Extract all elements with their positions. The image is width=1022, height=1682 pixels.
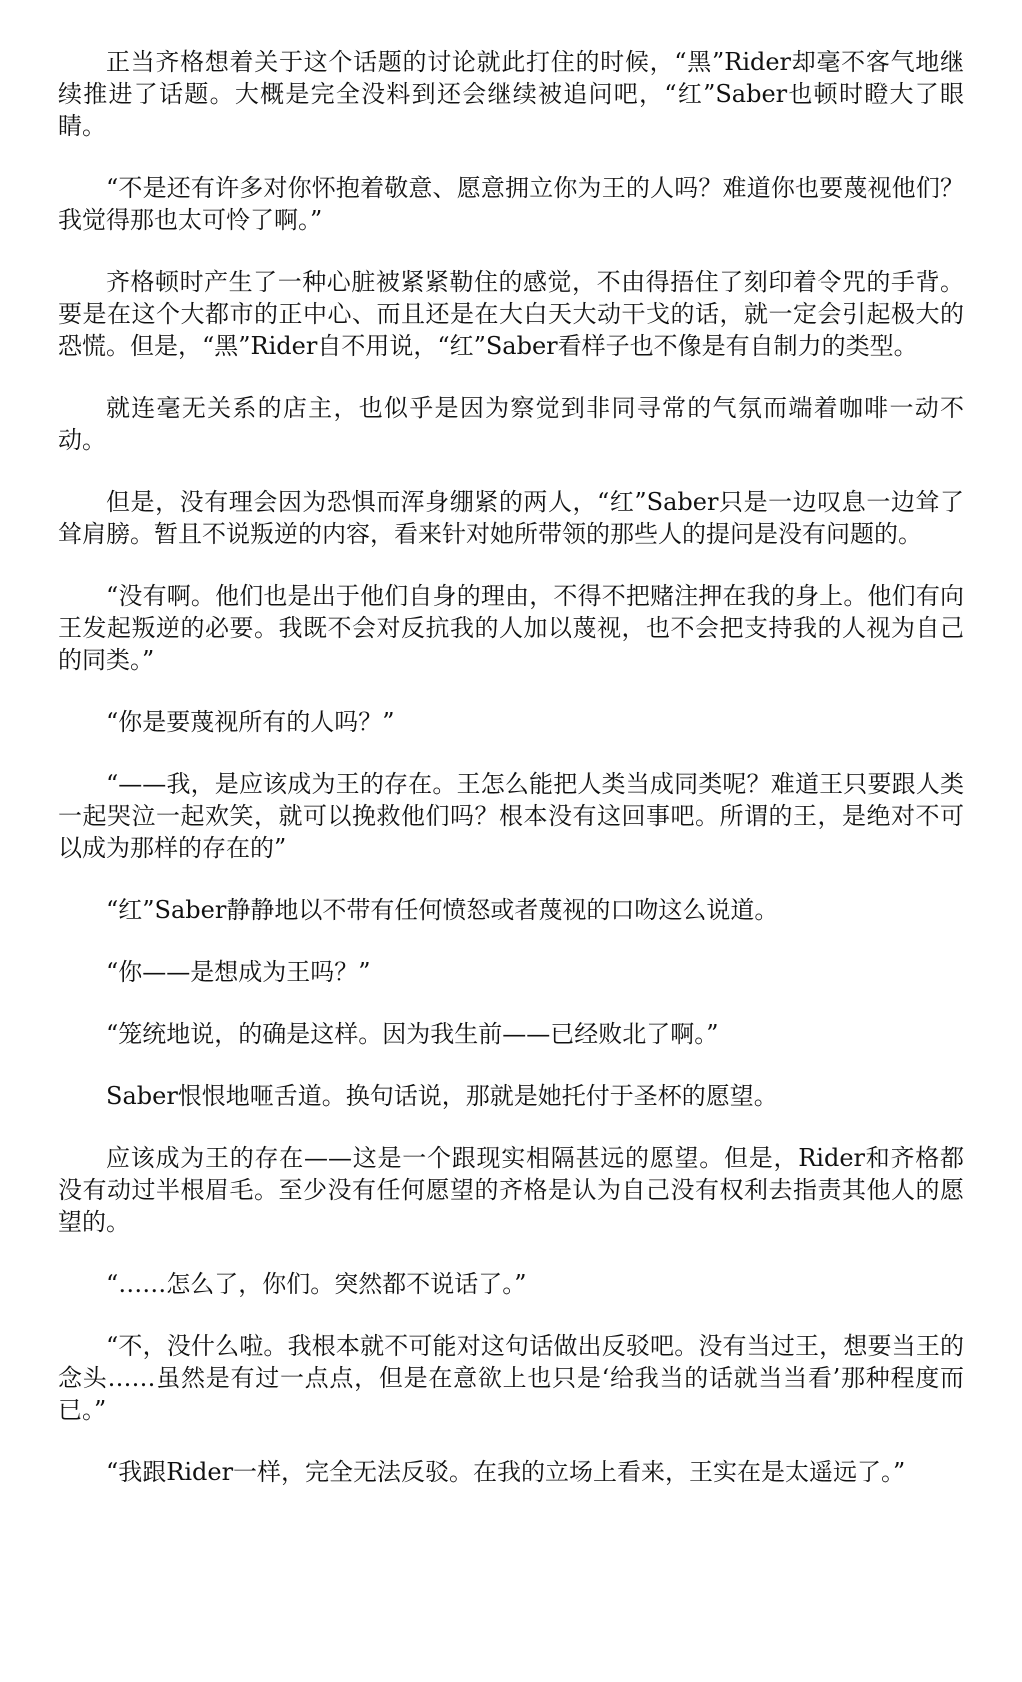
paragraph: 正当齐格想着关于这个话题的讨论就此打住的时候，“黑”Rider却毫不客气地继续推进了话题。大概是完全没料到还会继续被追问吧，“红”Saber也顿时瞪大了眼睛。 (58, 48, 964, 140)
paragraph: “你——是想成为王吗？” (106, 958, 371, 986)
document-page (58, 46, 964, 1488)
paragraph: 应该成为王的存在——这是一个跟现实相隔甚远的愿望。但是，Rider和齐格都没有动过半根眉毛。至少没有任何愿望的齐格是认为自己没有权利去指责其他人的愿望的。 (58, 1144, 964, 1236)
paragraph: “红”Saber静静地以不带有任何愤怒或者蔑视的口吻这么说道。 (106, 896, 779, 924)
paragraph: “你是要蔑视所有的人吗？” (106, 708, 395, 736)
paragraph: “——我，是应该成为王的存在。王怎么能把人类当成同类呢？难道王只要跟人类一起哭泣一起欢笑，就可以挽救他们吗？根本没有这回事吧。所谓的王，是绝对不可以成为那样的存在的” (58, 770, 964, 862)
paragraph: “不是还有许多对你怀抱着敬意、愿意拥立你为王的人吗？难道你也要蔑视他们？我觉得那也太可怜了啊。” (58, 174, 964, 234)
paragraph: 就连毫无关系的店主，也似乎是因为察觉到非同寻常的气氛而端着咖啡一动不动。 (58, 394, 964, 454)
paragraph: 齐格顿时产生了一种心脏被紧紧勒住的感觉，不由得捂住了刻印着令咒的手背。要是在这个大都市的正中心、而且还是在大白天大动干戈的话，就一定会引起极大的恐慌。但是，“黑”Rider自不用说，“红”Saber看样子也不像是有自制力的类型。 (58, 268, 964, 360)
paragraph: 但是，没有理会因为恐惧而浑身绷紧的两人，“红”Saber只是一边叹息一边耸了耸肩膀。暂且不说叛逆的内容，看来针对她所带领的那些人的提问是没有问题的。 (58, 488, 964, 548)
paragraph: “……怎么了，你们。突然都不说话了。” (106, 1270, 527, 1298)
paragraph: “我跟Rider一样，完全无法反驳。在我的立场上看来，王实在是太遥远了。” (106, 1458, 906, 1486)
paragraph: “不，没什么啦。我根本就不可能对这句话做出反驳吧。没有当过王，想要当王的念头……虽然是有过一点点，但是在意欲上也只是‘给我当的话就当当看’那种程度而已。” (58, 1332, 964, 1424)
paragraph: Saber恨恨地咂舌道。换句话说，那就是她托付于圣杯的愿望。 (106, 1082, 778, 1110)
paragraph: “没有啊。他们也是出于他们自身的理由，不得不把赌注押在我的身上。他们有向王发起叛逆的必要。我既不会对反抗我的人加以蔑视，也不会把支持我的人视为自己的同类。” (58, 582, 964, 674)
paragraph: “笼统地说，的确是这样。因为我生前——已经败北了啊。” (106, 1020, 719, 1048)
